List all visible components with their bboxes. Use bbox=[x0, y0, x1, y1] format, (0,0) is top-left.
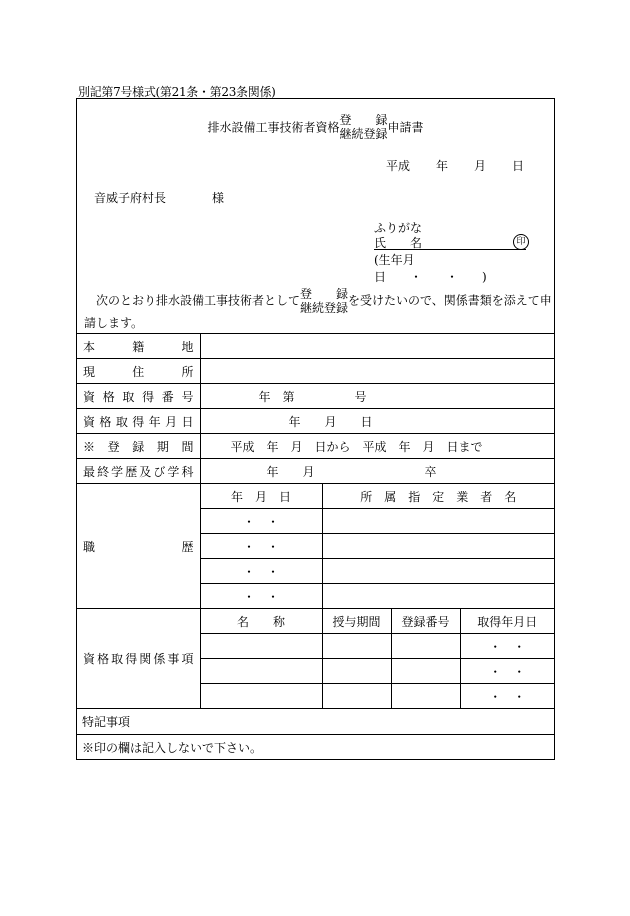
row-gakureki bbox=[77, 459, 554, 484]
shutoku-head: 取得年月日 bbox=[460, 609, 554, 634]
juyo-1[interactable] bbox=[322, 634, 391, 659]
meisho-1[interactable] bbox=[200, 634, 322, 659]
date-year: 年 bbox=[435, 159, 448, 173]
form-note: ※印の欄は記入しないで下さい。 bbox=[77, 735, 554, 760]
shokureki-company-4[interactable] bbox=[322, 584, 554, 609]
kikan-label: ※ 登 録 期 間 bbox=[77, 434, 200, 459]
shokureki-date-2[interactable]: ・ ・ bbox=[200, 534, 322, 559]
statement-option-renew: 継続登録 bbox=[300, 301, 349, 315]
shokureki-date-3[interactable]: ・ ・ bbox=[200, 559, 322, 584]
honseki-label: 本 籍 地 bbox=[77, 334, 200, 359]
row-tokki bbox=[77, 709, 554, 735]
shutoku-2[interactable]: ・ ・ bbox=[460, 659, 554, 684]
gakureki-grad: 卒 bbox=[424, 464, 437, 479]
title-option-register: 登 録 bbox=[339, 113, 388, 127]
title-suffix: 申請書 bbox=[387, 120, 424, 135]
shokureki-label: 職 歴 bbox=[77, 484, 200, 609]
row-honseki bbox=[77, 334, 554, 359]
juyo-2[interactable] bbox=[322, 659, 391, 684]
kikan-value: 平成 年 月 日から 平成 年 月 日まで bbox=[200, 434, 554, 459]
shutoku-1[interactable]: ・ ・ bbox=[460, 634, 554, 659]
row-shutoku-ymd bbox=[77, 409, 554, 434]
genjusho-label: 現 住 所 bbox=[77, 359, 200, 384]
shokureki-company-3[interactable] bbox=[322, 559, 554, 584]
shokureki-company-2[interactable] bbox=[322, 534, 554, 559]
shokureki-company-head: 所 属 指 定 業 者 名 bbox=[322, 484, 554, 509]
honseki-input[interactable] bbox=[200, 334, 554, 359]
shutoku-ymd-label: 資格取得年月日 bbox=[77, 409, 200, 434]
row-genjusho bbox=[77, 359, 554, 384]
bango-label: 資格取得番号 bbox=[77, 384, 200, 409]
date-era: 平成 bbox=[385, 159, 410, 173]
applicant-block bbox=[374, 219, 526, 284]
row-kikan bbox=[77, 434, 554, 459]
shikaku-label: 資格取得関係事項 bbox=[77, 609, 200, 709]
application-date bbox=[386, 157, 524, 174]
toroku-3[interactable] bbox=[391, 684, 460, 709]
form-title bbox=[77, 113, 554, 141]
name-field[interactable] bbox=[374, 234, 526, 250]
statement-option-register: 登 録 bbox=[300, 287, 349, 301]
row-shokureki-head bbox=[77, 484, 554, 509]
row-note bbox=[77, 735, 554, 760]
row-bango bbox=[77, 384, 554, 409]
addressee-name: 音威子府村長 bbox=[94, 191, 167, 205]
birthdate-field[interactable]: (生年月日 ・ ・ ) bbox=[374, 253, 487, 284]
toroku-head: 登録番号 bbox=[391, 609, 460, 634]
shutoku-ymd-input[interactable]: 年 月 日 bbox=[200, 409, 554, 434]
tokki-field[interactable]: 特記事項 bbox=[77, 709, 554, 735]
statement-prefix: 次のとおり排水設備工事技術者として bbox=[84, 293, 301, 308]
meisho-head: 名 称 bbox=[200, 609, 322, 634]
seal-mark: 印 bbox=[513, 234, 529, 250]
statement-option-stack bbox=[300, 287, 348, 315]
gakureki-month: 年 月 bbox=[266, 464, 315, 479]
shokureki-date-1[interactable]: ・ ・ bbox=[200, 509, 322, 534]
date-day: 日 bbox=[511, 159, 524, 173]
request-statement bbox=[84, 287, 552, 331]
shokureki-company-1[interactable] bbox=[322, 509, 554, 534]
shokureki-ymd-head: 年 月 日 bbox=[200, 484, 322, 509]
date-month: 月 bbox=[473, 159, 486, 173]
statement-suffix: を受けたいので、関係書類を添えて申請します。 bbox=[84, 293, 552, 330]
juyo-3[interactable] bbox=[322, 684, 391, 709]
gakureki-label: 最終学歴及び学科 bbox=[77, 459, 200, 484]
name-label: 氏 名 bbox=[374, 236, 423, 250]
toroku-2[interactable] bbox=[391, 659, 460, 684]
title-option-renew: 継続登録 bbox=[339, 127, 388, 141]
form-table bbox=[77, 333, 554, 759]
juyo-head: 授与期間 bbox=[322, 609, 391, 634]
toroku-1[interactable] bbox=[391, 634, 460, 659]
title-prefix: 排水設備工事技術者資格 bbox=[207, 120, 340, 135]
form-caption: 別記第7号様式(第21条・第23条関係) bbox=[78, 85, 276, 99]
row-shikaku-head bbox=[77, 609, 554, 634]
furigana-label: ふりがな bbox=[374, 221, 423, 235]
shutoku-3[interactable]: ・ ・ bbox=[460, 684, 554, 709]
title-option-stack bbox=[339, 113, 387, 141]
addressee bbox=[94, 189, 224, 206]
meisho-2[interactable] bbox=[200, 659, 322, 684]
addressee-honorific: 様 bbox=[212, 191, 225, 205]
meisho-3[interactable] bbox=[200, 684, 322, 709]
form-header bbox=[77, 99, 554, 335]
bango-input[interactable]: 年 第 号 bbox=[200, 384, 554, 409]
genjusho-input[interactable] bbox=[200, 359, 554, 384]
shokureki-date-4[interactable]: ・ ・ bbox=[200, 584, 322, 609]
gakureki-input[interactable] bbox=[200, 459, 554, 484]
application-form bbox=[76, 98, 555, 760]
